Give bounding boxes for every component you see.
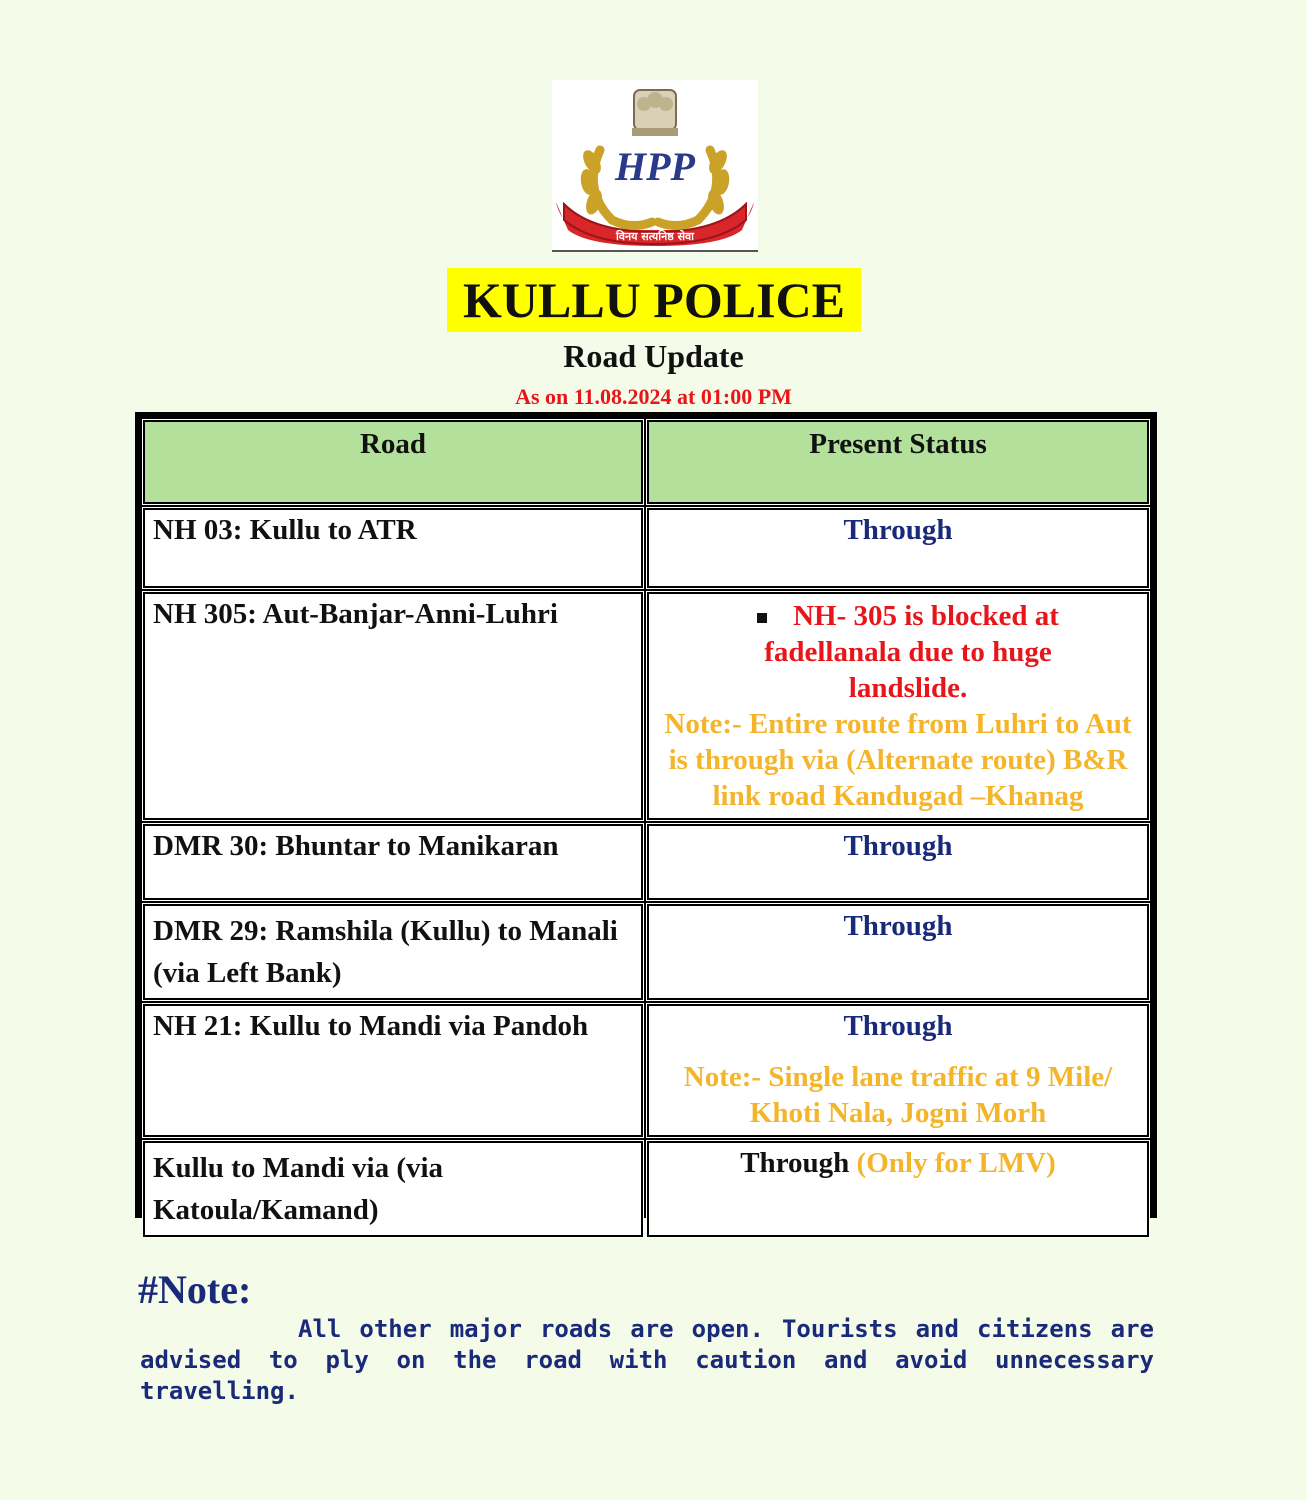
column-header-road: Road	[143, 420, 643, 504]
status-through: Through	[843, 1010, 953, 1042]
table-row	[143, 592, 1149, 820]
note-text: All other major roads are open. Tourists and citizens are advised to ply on the road with caution and avoid unnecessary travelling.	[140, 1315, 1154, 1405]
timestamp: As on 11.08.2024 at 01:00 PM	[515, 384, 792, 409]
status-note: Note:- Entire route from Luhri to Aut is through via (Alternate route) B&R link road Kandugad –Khanag	[664, 708, 1132, 812]
road-name: DMR 29: Ramshila (Kullu) to Manali (via Left Bank)	[143, 904, 643, 1000]
road-status	[647, 1141, 1149, 1237]
road-name: NH 03: Kullu to ATR	[143, 508, 643, 588]
bullet-icon	[757, 613, 767, 623]
status-through: Through	[740, 1147, 850, 1179]
road-name: NH 21: Kullu to Mandi via Pandoh	[143, 1004, 643, 1137]
hpp-logo	[552, 80, 758, 252]
logo-monogram: HPP	[615, 144, 695, 189]
road-status: Through	[647, 824, 1149, 900]
road-status	[647, 1004, 1149, 1137]
road-name: Kullu to Mandi via (via Katoula/Kamand)	[143, 1141, 643, 1237]
note-heading: #Note:	[138, 1267, 252, 1312]
road-name: DMR 30: Bhuntar to Manikaran	[143, 824, 643, 900]
table-row	[143, 508, 1149, 588]
table-row	[143, 1004, 1149, 1137]
status-extra: (Only for LMV)	[856, 1147, 1056, 1179]
status-note: Note:- Single lane traffic at 9 Mile/ Khoti Nala, Jogni Morh	[683, 1061, 1113, 1129]
police-emblem-icon	[552, 80, 758, 250]
table-row	[143, 824, 1149, 900]
page-title: KULLU POLICE	[447, 268, 861, 332]
page-subtitle: Road Update	[563, 338, 744, 374]
road-status	[647, 592, 1149, 820]
road-status: Through	[647, 508, 1149, 588]
table-row	[143, 904, 1149, 1000]
column-header-status: Present Status	[647, 420, 1149, 504]
table-header-row	[143, 420, 1149, 504]
road-status: Through	[647, 904, 1149, 1000]
table-row	[143, 1141, 1149, 1237]
road-name: NH 305: Aut-Banjar-Anni-Luhri	[143, 592, 643, 820]
logo-motto: विनय सत्यनिष्ठ सेवा	[616, 230, 694, 243]
road-status-table	[135, 412, 1157, 1226]
status-alert: NH- 305 is blocked at fadellanala due to huge landslide.	[657, 598, 1139, 706]
